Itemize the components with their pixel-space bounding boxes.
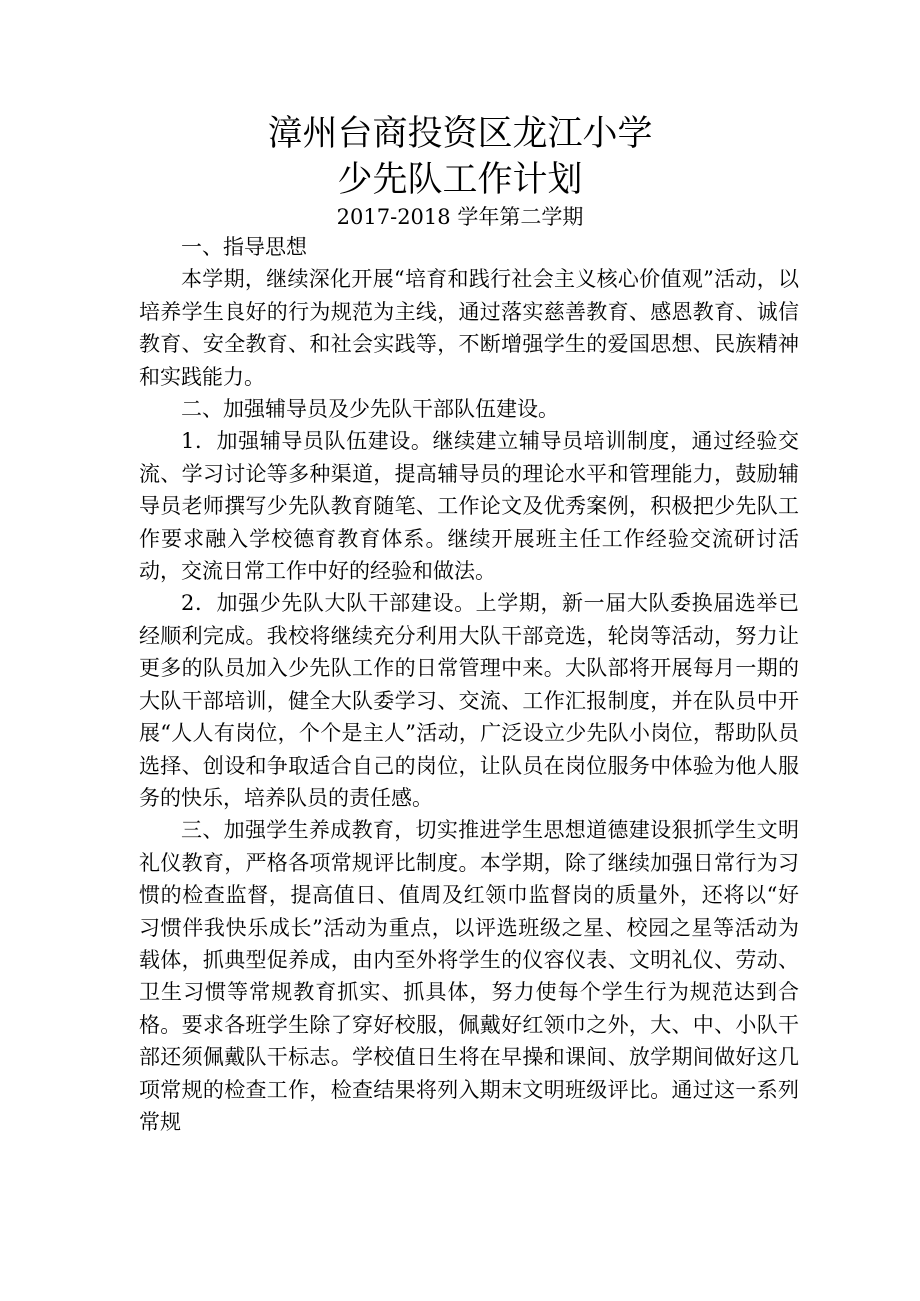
document-title-line2: 少先队工作计划: [337, 160, 583, 200]
paragraph-guiding-thought: 本学期，继续深化开展“培育和践行社会主义核心价值观”活动，以培养学生良好的行为规范为主线，通过落实慈善教育、感恩教育、诚信教育、安全教育、和社会实践等，不断增强学生的爱国思想、民族精神和实践能力。: [139, 267, 799, 389]
paragraph-brigade-cadres: 2．加强少先队大队干部建设。上学期，新一届大队委换届选举已经顺利完成。我校将继续充分利用大队干部竞选，轮岗等活动，努力让更多的队员加入少先队工作的日常管理中来。大队部将开展每月一期的大队干部培训，健全大队委学习、交流、工作汇报制度，并在队员中开展“人人有岗位，个个是主人”活动，广泛设立少先队小岗位，帮助队员选择、创设和争取适合自己的岗位，让队员在岗位服务中体验为他人服务的快乐，培养队员的责任感。: [139, 591, 799, 810]
section-heading-guiding-thought: 一、指导思想: [181, 235, 307, 259]
document-title-line1: 漳州台商投资区龙江小学: [267, 114, 653, 154]
paragraph-habit-education: 三、加强学生养成教育，切实推进学生思想道德建设狠抓学生文明礼仪教育，严格各项常规评比制度。本学期，除了继续加强日常行为习惯的检查监督，提高值日、值周及红领巾监督岗的质量外，还将以“好习惯伴我快乐成长”活动为重点，以评选班级之星、校园之星等活动为载体，抓典型促养成，由内至外将学生的仪容仪表、文明礼仪、劳动、卫生习惯等常规教育抓实、抓具体，努力使每个学生行为规范达到合格。要求各班学生除了穿好校服，佩戴好红领巾之外，大、中、小队干部还须佩戴队干标志。学校值日生将在早操和课间、放学期间做好这几项常规的检查工作，检查结果将列入期末文明班级评比。通过这一系列常规: [139, 818, 799, 1134]
document-subtitle: 2017-2018 学年第二学期: [336, 205, 584, 229]
section-heading-team-building: 二、加强辅导员及少先队干部队伍建设。: [181, 397, 559, 422]
document-body: [139, 231, 799, 1138]
paragraph-counselor-team: 1．加强辅导员队伍建设。继续建立辅导员培训制度，通过经验交流、学习讨论等多种渠道，提高辅导员的理论水平和管理能力，鼓励辅导员老师撰写少先队教育随笔、工作论文及优秀案例，积极把少先队工作要求融入学校德育教育体系。继续开展班主任工作经验交流研讨活动，交流日常工作中好的经验和做法。: [139, 429, 799, 584]
